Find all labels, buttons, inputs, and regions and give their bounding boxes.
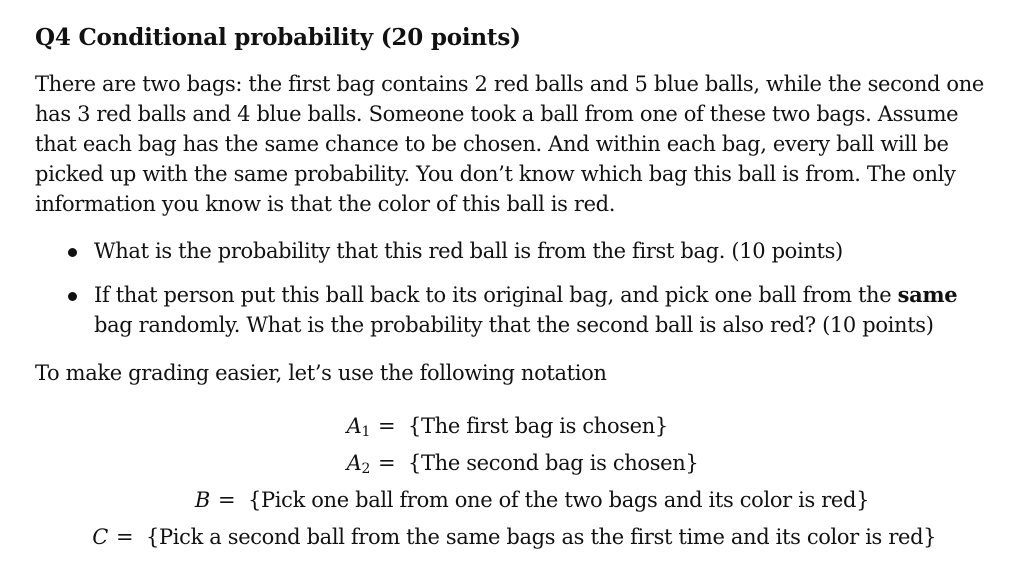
problem-paragraph <box>35 69 990 219</box>
equation-rhs: {The first bag is chosen} <box>408 414 668 438</box>
equation-lhs <box>0 522 108 552</box>
paragraph-line: that each bag has the same chance to be chosen. And within each bag, every ball will be <box>35 132 949 156</box>
notation-intro: To make grading easier, let’s use the following notation <box>35 361 607 385</box>
math-variable: B <box>194 488 210 512</box>
bullet-dot-icon <box>68 248 77 257</box>
equals-sign: = <box>378 414 396 438</box>
equation-lhs <box>0 485 210 515</box>
equals-sign: = <box>116 525 134 549</box>
math-variable: C <box>92 525 108 549</box>
equation-lhs <box>0 448 370 478</box>
bold-emphasis: same <box>897 282 958 307</box>
equation-rhs: {The second bag is chosen} <box>408 451 699 475</box>
math-subscript: 1 <box>361 424 370 440</box>
equation-lhs <box>0 411 370 441</box>
sub-question-text: If that person put this ball back to its original bag, and pick one ball from the <box>94 283 898 307</box>
equals-sign: = <box>218 488 236 512</box>
math-variable: A <box>346 414 362 438</box>
sub-question-line <box>94 280 994 310</box>
equation-rhs: {Pick one ball from one of the two bags and its color is red} <box>248 488 870 512</box>
sub-question-line: What is the probability that this red ball is from the first bag. (10 points) <box>94 239 843 263</box>
equation-rhs: {Pick a second ball from the same bags as the first time and its color is red} <box>146 525 937 549</box>
math-subscript: 2 <box>361 461 370 477</box>
paragraph-line: information you know is that the color of this ball is red. <box>35 192 616 216</box>
sub-question-2-text <box>94 280 994 340</box>
paragraph-line: picked up with the same probability. You don’t know which bag this ball is from. The only <box>35 162 956 186</box>
equals-sign: = <box>378 451 396 475</box>
paragraph-line: has 3 red balls and 4 blue balls. Someone took a ball from one of these two bags. Assume <box>35 102 959 126</box>
sub-question-1-text <box>94 236 994 266</box>
paragraph-line: There are two bags: the first bag contains 2 red balls and 5 blue balls, while the second one <box>35 72 984 96</box>
sub-question-line: bag randomly. What is the probability that the second ball is also red? (10 points) <box>94 313 934 337</box>
question-title: Q4 Conditional probability (20 points) <box>35 24 521 51</box>
math-variable: A <box>346 451 362 475</box>
bullet-dot-icon <box>68 292 77 301</box>
